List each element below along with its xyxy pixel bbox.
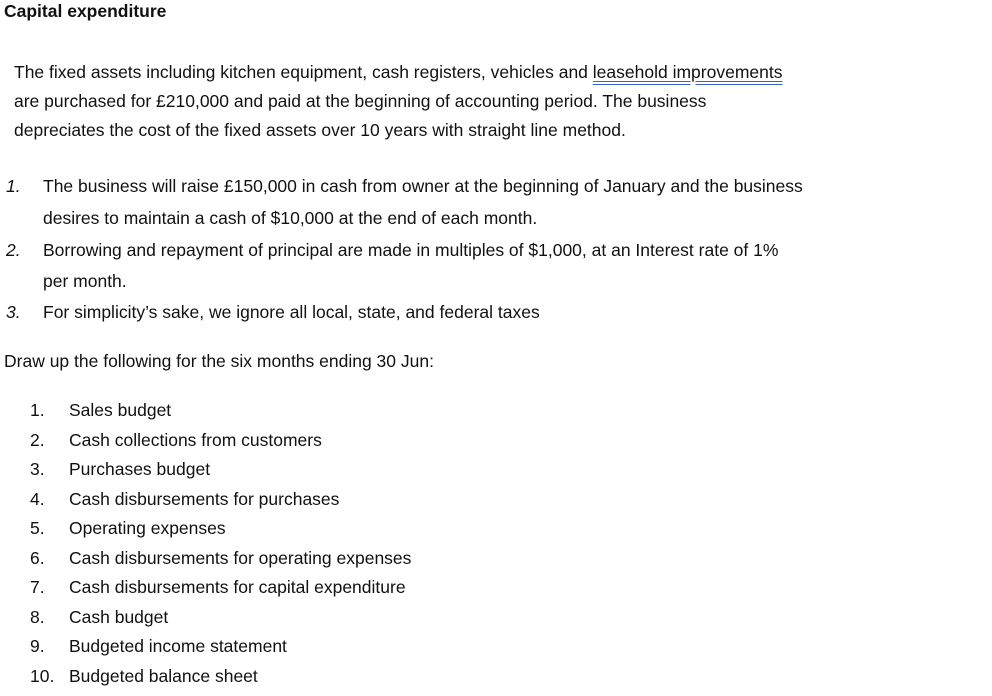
list-item	[0, 518, 992, 548]
list-text: Budgeted income statement	[69, 636, 287, 656]
intro-line-3: depreciates the cost of the fixed assets over 10 years with straight line method.	[14, 120, 626, 140]
list-number: 6.	[30, 547, 45, 568]
list-text: Cash disbursements for capital expenditure	[69, 577, 406, 597]
list-item	[0, 489, 992, 519]
list-item	[0, 400, 992, 430]
list-item	[0, 176, 992, 206]
list-number: 8.	[30, 606, 45, 627]
grammar-flagged-text[interactable]: leasehold improvements	[592, 62, 783, 82]
list-item-continuation	[0, 271, 992, 301]
list-item	[0, 548, 992, 578]
list-item	[0, 240, 992, 270]
list-item	[0, 666, 992, 696]
list-item	[0, 430, 992, 460]
list-number: 5.	[30, 518, 45, 538]
list-number: 1.	[6, 176, 21, 196]
list-item	[0, 636, 992, 666]
list-number: 2.	[6, 240, 21, 260]
list-item	[0, 459, 992, 489]
list-item	[0, 577, 992, 607]
list-item	[0, 607, 992, 637]
intro-line-2: are purchased for £210,000 and paid at the beginning of accounting period. The business	[14, 91, 707, 111]
list-text: Borrowing and repayment of principal are made in multiples of $1,000, at an Interest rate of 1%	[43, 240, 779, 260]
list-number: 10.	[30, 665, 55, 686]
instruction-text: Draw up the following for the six months ending 30 Jun:	[4, 351, 434, 371]
intro-line-1: The fixed assets including kitchen equipment, cash registers, vehicles and	[14, 62, 593, 82]
list-text: Cash disbursements for purchases	[69, 488, 340, 509]
list-text: Cash collections from customers	[69, 429, 322, 450]
list-number: 4.	[30, 488, 45, 509]
list-text: Sales budget	[69, 400, 172, 420]
list-text: Cash budget	[69, 606, 169, 627]
list-number: 2.	[30, 429, 45, 450]
section-title: Capital expenditure	[4, 1, 167, 21]
list-text: The business will raise £150,000 in cash from owner at the beginning of January and the business	[43, 176, 803, 196]
list-item	[0, 302, 992, 332]
list-number: 1.	[30, 400, 45, 420]
list-text: Budgeted balance sheet	[69, 665, 258, 686]
list-number: 7.	[30, 577, 45, 597]
list-text: Cash disbursements for operating expenses	[69, 547, 412, 568]
list-text: per month.	[43, 271, 127, 291]
list-item-continuation	[0, 208, 992, 238]
list-text: desires to maintain a cash of $10,000 at the end of each month.	[43, 208, 538, 228]
list-number: 3.	[6, 302, 21, 322]
list-text: For simplicity’s sake, we ignore all local, state, and federal taxes	[43, 302, 540, 322]
list-number: 9.	[30, 636, 45, 656]
list-text: Purchases budget	[69, 459, 211, 479]
list-number: 3.	[30, 459, 45, 479]
list-text: Operating expenses	[69, 518, 226, 538]
intro-paragraph	[14, 58, 782, 145]
